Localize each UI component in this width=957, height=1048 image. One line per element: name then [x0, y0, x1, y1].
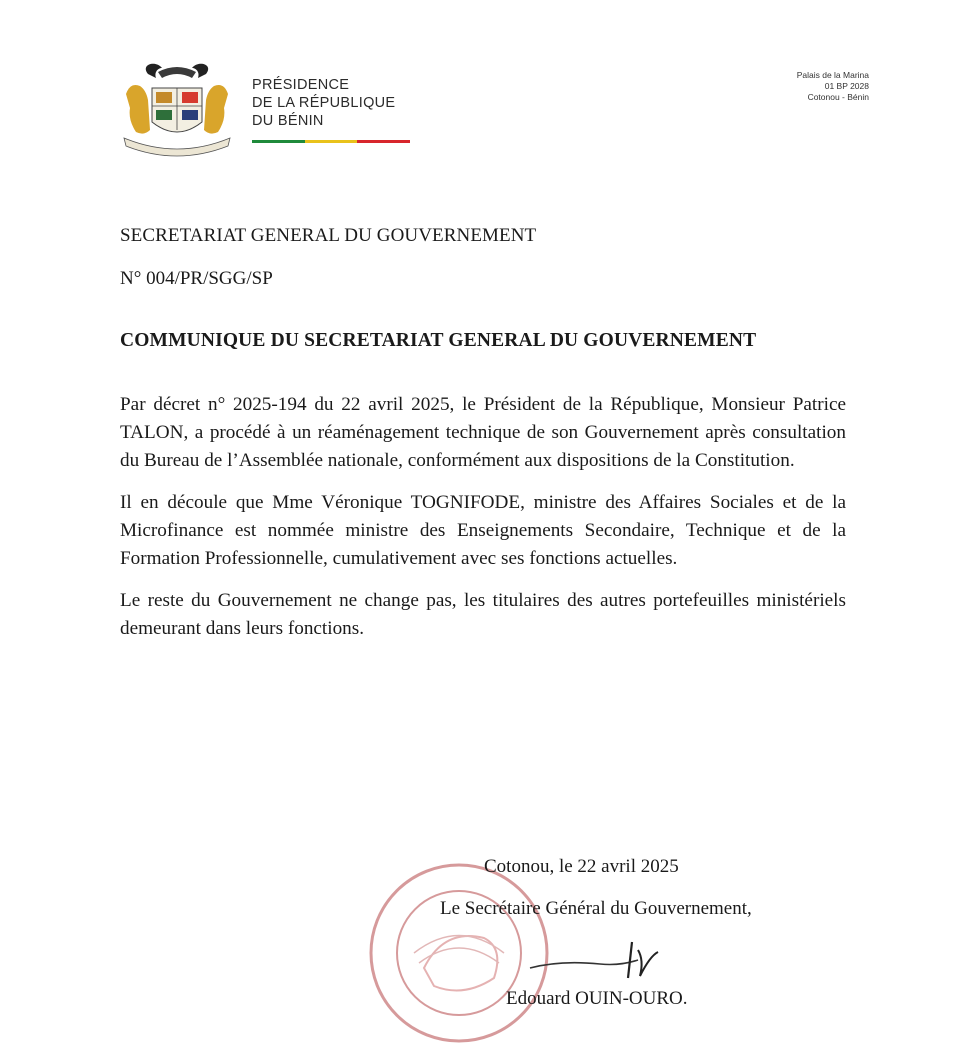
presidency-title-block: [252, 76, 410, 143]
presidency-line: PRÉSIDENCE: [252, 77, 350, 93]
communique-heading: COMMUNIQUE DU SECRETARIAT GENERAL DU GOUVERNEMENT: [120, 330, 757, 351]
presidency-line: DU BÉNIN: [252, 113, 324, 129]
address-block: [797, 70, 869, 103]
body-paragraph: Le reste du Gouvernement ne change pas, les titulaires des autres portefeuilles ministériels demeurant dans leurs fonctions.: [120, 590, 846, 639]
organization-name: SECRETARIAT GENERAL DU GOUVERNEMENT: [120, 225, 537, 246]
coat-of-arms-emblem: [118, 60, 236, 160]
communique-body: [120, 391, 846, 657]
address-line: Cotonou - Bénin: [807, 92, 869, 102]
signatory-title: Le Secrétaire Général du Gouvernement,: [440, 898, 752, 919]
flag-color-bar: [252, 140, 410, 143]
body-paragraph: Par décret n° 2025-194 du 22 avril 2025, le Président de la République, Monsieur Patrice TALON, a procédé à un réaménagement technique de son Gouvernement après consultation du Bureau de l’Assemblée nationale, conformément aux dispositions de la Constitution.: [120, 394, 846, 471]
flag-red-segment: [357, 140, 410, 143]
presidency-line: DE LA RÉPUBLIQUE: [252, 95, 396, 111]
flag-yellow-segment: [305, 140, 358, 143]
flag-green-segment: [252, 140, 305, 143]
body-paragraph: Il en découle que Mme Véronique TOGNIFODE, ministre des Affaires Sociales et de la Microfinance est nommée ministre des Enseignements Secondaire, Technique et de la Formation Professionnelle, cumulativement avec ses fonctions actuelles.: [120, 492, 846, 569]
address-line: Palais de la Marina: [796, 70, 869, 80]
address-line: 01 BP 2028: [824, 81, 869, 91]
reference-number: N° 004/PR/SGG/SP: [120, 268, 273, 289]
signatory-name: Edouard OUIN-OURO.: [506, 988, 688, 1009]
handwritten-signature: [520, 930, 680, 990]
signature-place-date: Cotonou, le 22 avril 2025: [484, 856, 679, 877]
